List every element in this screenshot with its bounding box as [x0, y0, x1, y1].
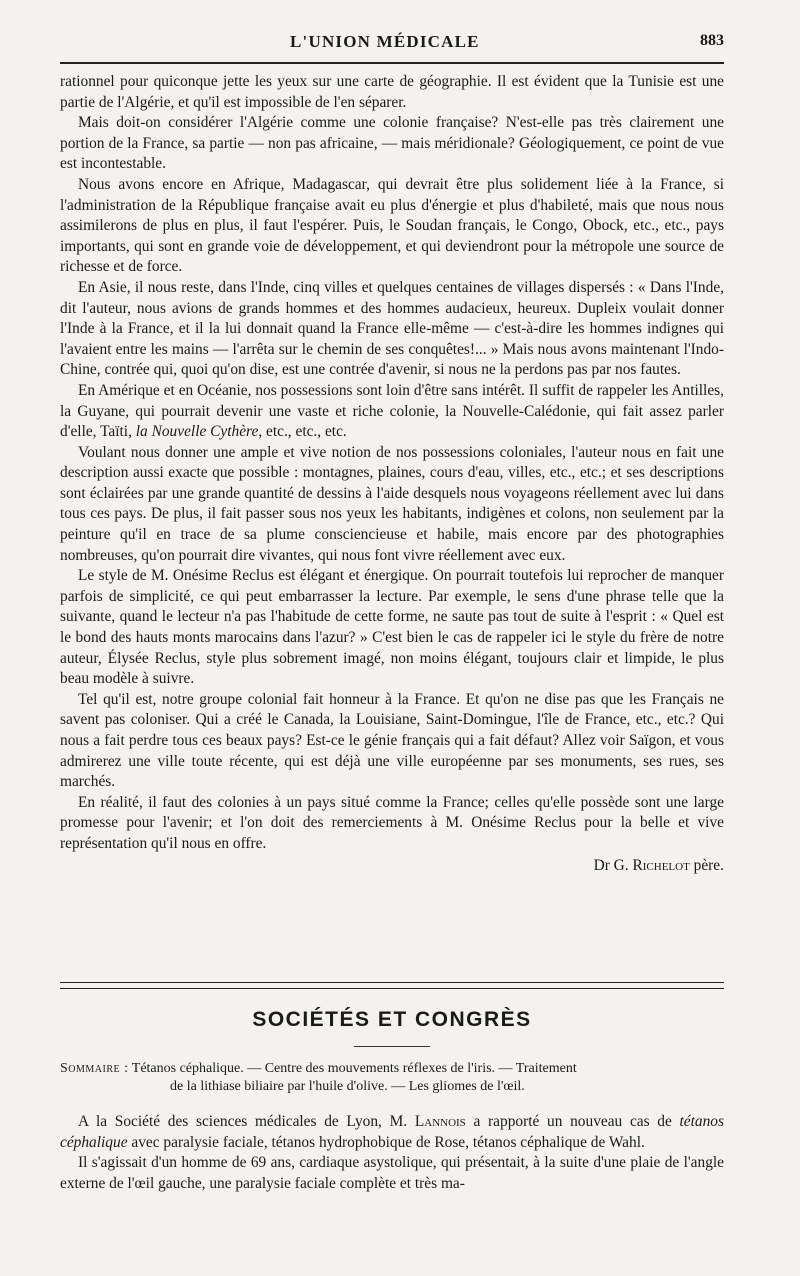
page-number: 883 — [700, 32, 724, 49]
paragraph-1: rationnel pour quiconque jette les yeux sur une carte de géographie. Il est évident que la Tunisie est une partie de l'Algérie, et qu'il est impossible de l'en séparer. — [60, 73, 724, 111]
author-name: Lannois — [414, 1113, 466, 1130]
section-divider — [60, 982, 724, 989]
signature-suffix: père. — [689, 856, 724, 874]
signature — [60, 855, 724, 877]
paragraph-4: En Asie, il nous reste, dans l'Inde, cinq villes et quelques centaines de villages dispersés : « Dans l'Inde, dit l'auteur, nous avions de grands hommes et des hommes audacieux, heureux. Dupleix voulait donner l'Inde à la France, et il la lui donnait quand la France elle-même — c'est-à-dire les hommes indignes qui l'avaient entre les mains — l'arrêta sur le chemin de ses conquêtes!... » Mais nous avons maintenant l'Indo-Chine, contrée qui, quoi qu'on dise, est une contrée d'avenir, si nous ne la perdons pas par nos fautes. — [60, 278, 724, 379]
section-summary — [60, 1060, 724, 1096]
article-body — [60, 72, 724, 877]
paragraph-5-text-a: En Amérique et en Océanie, nos possessions sont loin d'être sans intérêt. Il suffit de rappeler les Antilles, la Guyane, qui pourrait devenir une vaste et riche colonie, la Nouvelle-Calédonie, qui fait assez parler d'elle, Taïti, — [60, 381, 724, 441]
section-paragraph-1-italic: tétanos céphalique — [60, 1113, 724, 1151]
paragraph-7: Le style de M. Onésime Reclus est élégant et énergique. On pourrait toutefois lui reprocher de manquer parfois de simplicité, ce qui peut embarrasser la lecture. Par exemple, le sens d'une phrase telle que la suivante, quand le lecteur n'a pas l'habitude de cette forme, ne saute pas tout de suite à l'esprit : « Quel est le bond des hauts monts marocains dans l'azur? » C'est bien le cas de rappeler ici le style du frère de notre auteur, Élysée Reclus, style plus sobrement imagé, non moins élégant, toujours clair et limpide, le plus beau modèle à suivre. — [60, 567, 724, 688]
section-paragraph-1-c: avec paralysie faciale, tétanos hydrophobique de Rose, tétanos céphalique de Wahl. — [127, 1133, 645, 1151]
header-rule — [60, 62, 724, 64]
running-title: L'UNION MÉDICALE — [290, 32, 480, 51]
paragraph-8: Tel qu'il est, notre groupe colonial fait honneur à la France. Et qu'on ne dise pas que les Français ne savent pas coloniser. Qui a créé le Canada, la Louisiane, Saint-Domingue, l'île de France, etc., etc.? Qui nous a fait perdre tous ces beaux pays? Est-ce le génie français qui a fait défaut? Allez voir Saïgon, et vous admirerez une ville toute récente, qui est déjà une ville européenne par ses monuments, ses rues, ses marchés. — [60, 690, 724, 791]
section-paragraph-1-a: A la Société des sciences médicales de Lyon, M. — [78, 1113, 415, 1130]
paragraph-5 — [60, 381, 724, 443]
summary-label: Sommaire : — [60, 1061, 129, 1076]
section-body — [60, 1112, 724, 1194]
section-title: SOCIÉTÉS ET CONGRÈS — [252, 1008, 532, 1031]
signature-prefix: Dr G. — [593, 856, 633, 874]
summary-line-2: de la lithiase biliaire par l'huile d'olive. — Les gliomes de l'œil. — [170, 1079, 525, 1094]
paragraph-2: Mais doit-on considérer l'Algérie comme une colonie française? N'est-elle pas très clairement une portion de la France, sa partie — non pas africaine, — mais méridionale? Géologiquement, ce point de vue est incontestable. — [60, 114, 724, 173]
section-paragraph-2: Il s'agissait d'un homme de 69 ans, cardiaque asystolique, qui présentait, à la suite d'une plaie de l'angle externe de l'œil gauche, une paralysie faciale complète et très ma- — [60, 1154, 724, 1192]
paragraph-6: Voulant nous donner une ample et vive notion de nos possessions coloniales, l'auteur nous en fait une description aussi exacte que possible : montagnes, plaines, cours d'eau, villes, etc., etc.; et ses descriptions sont éclairées par une grande quantité de dessins à l'aide desquels nous voyageons réellement avec lui dans tous ces pays. De plus, il fait passer sous nos yeux les habitants, indigènes et colons, non seulement par la peinture qu'il en trace de sa plume consciencieuse et habile, mais encore par des photographies nombreuses, qu'on pourrait dire vivantes, qui nous font vivre réellement avec eux. — [60, 443, 724, 564]
paragraph-3: Nous avons encore en Afrique, Madagascar, qui devrait être plus solidement liée à la France, si l'administration de la République française avait eu plus d'énergie et plus d'habileté, mais que nous nous assimilerons de plus en plus, il faut l'espérer. Puis, le Soudan français, le Congo, Obock, etc., etc., pays importants, qui sont en grande voie de développement, et qui deviendront pour la métropole une source de richesse et de force. — [60, 175, 724, 276]
section-paragraph-1 — [60, 1112, 724, 1153]
summary-line-1: Tétanos céphalique. — Centre des mouvements réflexes de l'iris. — Traitement — [128, 1061, 577, 1076]
section-paragraph-1-b: a rapporté un nouveau cas de — [465, 1113, 680, 1130]
signature-name: Richelot — [632, 856, 690, 874]
page-header — [60, 32, 724, 56]
paragraph-5-italic: la Nouvelle Cythère — [135, 423, 259, 441]
section-title-rule — [354, 1046, 430, 1047]
paragraph-9: En réalité, il faut des colonies à un pays situé comme la France; celles qu'elle possède sont une large promesse pour l'avenir; et l'on doit des remerciements à M. Onésime Reclus pour la belle et vive représentation qu'il nous en offre. — [60, 793, 724, 852]
paragraph-5-text-b: , etc., etc., etc. — [258, 423, 347, 441]
